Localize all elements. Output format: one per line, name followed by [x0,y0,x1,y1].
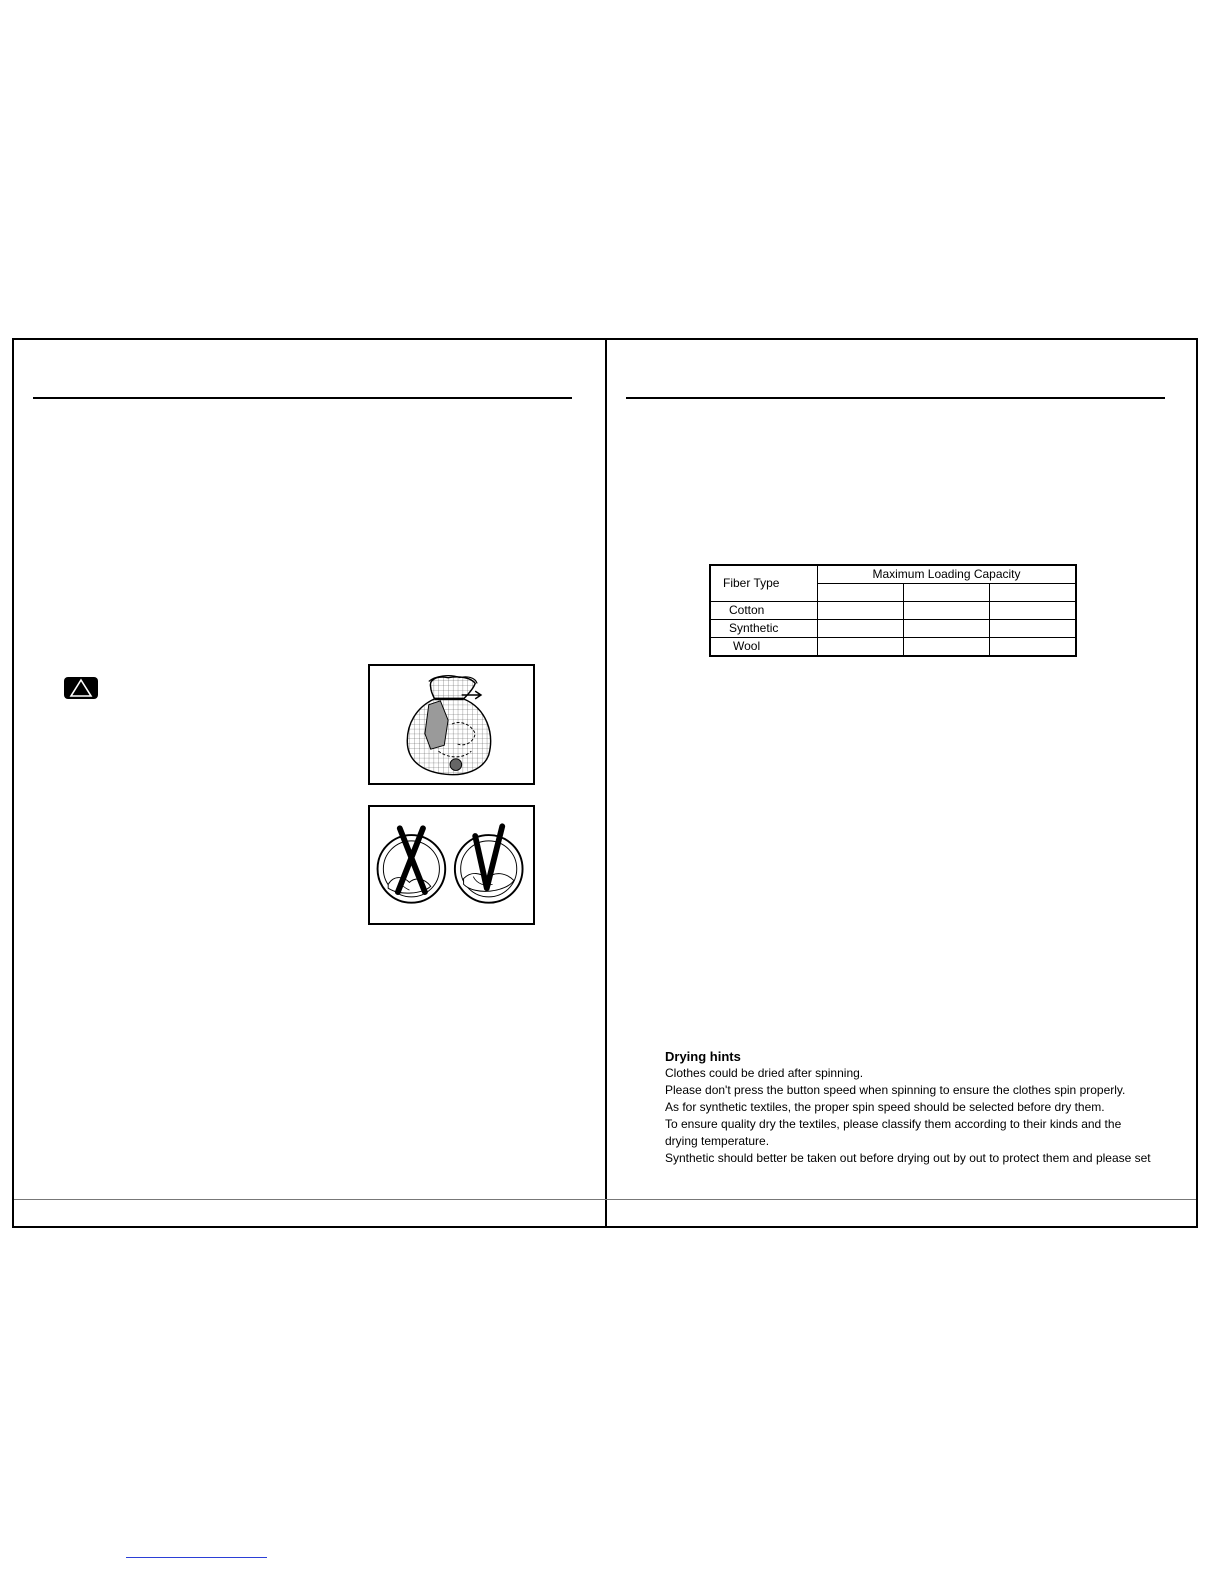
hint-line: Synthetic should better be taken out before drying out by out to protect them and please set [665,1151,1151,1165]
hint-line: As for synthetic textiles, the proper spin speed should be selected before dry them. [665,1100,1105,1114]
table-cell [904,584,990,602]
fiber-type-header: Fiber Type [710,565,818,602]
table-cell [818,602,904,620]
left-page-header-rule [33,397,572,399]
fiber-cell: Cotton [710,602,818,620]
table-cell [990,620,1076,638]
capacity-header: Maximum Loading Capacity [818,565,1077,584]
check-mark-icon [455,826,523,902]
link-underline[interactable] [126,1557,267,1558]
laundry-bag-illustration [368,664,535,785]
hint-line: Please don't press the button speed when spinning to ensure the clothes spin properly. [665,1083,1126,1097]
table-cell [990,638,1076,657]
table-row [710,602,1076,620]
hint-line: Clothes could be dried after spinning. [665,1066,864,1080]
table-row [710,638,1076,657]
drying-hints-section [665,1048,1165,1167]
table-cell [904,620,990,638]
table-header-row [710,565,1076,584]
right-page-header-rule [626,397,1165,399]
table-row [710,620,1076,638]
table-cell [818,638,904,657]
fiber-cell: Wool [710,638,818,657]
loading-capacity-table [709,564,1077,657]
cross-mark-icon [378,828,446,902]
warning-triangle-icon [64,677,98,699]
fiber-cell: Synthetic [710,620,818,638]
laundry-bag-icon [370,666,533,783]
drying-hints-title: Drying hints [665,1049,741,1064]
table-cell [990,602,1076,620]
page-divider [605,338,607,1228]
footer-rule [14,1199,1196,1200]
table-cell [818,620,904,638]
hint-line: drying temperature. [665,1134,770,1148]
table-cell [818,584,904,602]
drum-loading-illustration [368,805,535,925]
table-cell [904,638,990,657]
hint-line: To ensure quality dry the textiles, please classify them according to their kinds and the [665,1117,1122,1131]
table-cell [990,584,1076,602]
table-cell [904,602,990,620]
